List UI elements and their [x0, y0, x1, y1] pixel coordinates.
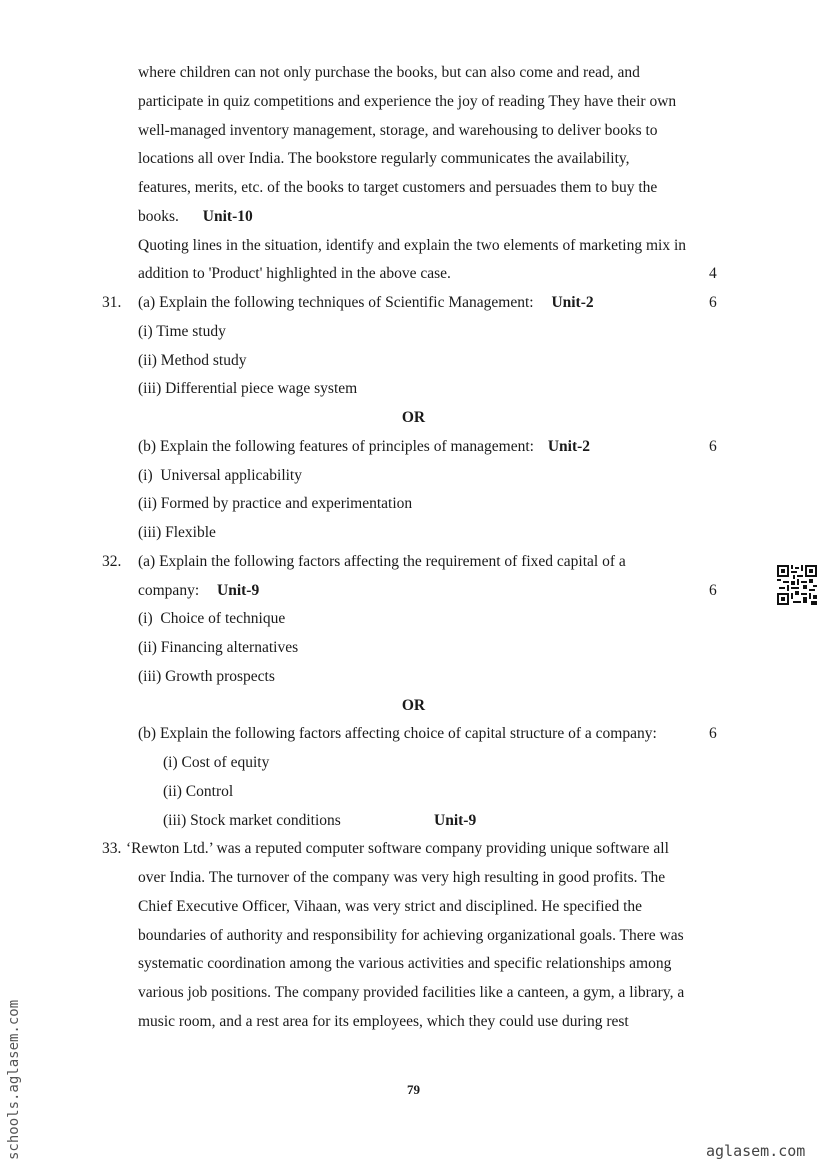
q33-text-line: various job positions. The company provided facilities like a canteen, a gym, a library, a: [138, 984, 685, 1001]
q30-last-line-text: books.: [138, 208, 179, 225]
q32-or: OR: [401, 697, 426, 714]
q31-a-text: [138, 293, 594, 313]
q30-text-line: features, merits, etc. of the books to target customers and persuades them to buy the: [138, 179, 658, 196]
q30-text-line: well-managed inventory management, storage, and warehousing to deliver books to: [138, 122, 658, 139]
q31-b-item: (i) Universal applicability: [138, 467, 302, 484]
q33-number: 33.: [102, 840, 122, 857]
q31-or: OR: [401, 409, 426, 426]
q31-a-question: (a) Explain the following techniques of Scientific Management:: [138, 294, 534, 311]
q33-text-line: music room, and a rest area for its employees, which they could use during rest: [138, 1013, 629, 1030]
qr-code-icon: [777, 565, 817, 605]
q32-a-company: company:: [138, 582, 200, 599]
q30-text-line: participate in quiz competitions and experience the joy of reading They have their own: [138, 93, 677, 110]
q32-b-item: (iii) Stock market conditions: [163, 812, 341, 829]
q31-b-text: [138, 437, 590, 457]
q31-a-item: (i) Time study: [138, 323, 226, 340]
q32-a-item: (i) Choice of technique: [138, 610, 286, 627]
q31-b-question: (b) Explain the following features of principles of management:: [138, 438, 534, 455]
q31-b-item: (ii) Formed by practice and experimentation: [138, 495, 413, 512]
q30-last-line: [138, 207, 253, 227]
q32-a-item: (iii) Growth prospects: [138, 668, 275, 685]
q31-number: 31.: [102, 294, 122, 311]
q30-unit: Unit-10: [202, 208, 253, 225]
q30-question-line: Quoting lines in the situation, identify and explain the two elements of marketing mix in: [138, 237, 686, 254]
q32-a-line: (a) Explain the following factors affecting the requirement of fixed capital of a: [138, 553, 626, 570]
watermark-right: aglasem.com: [706, 1142, 806, 1160]
q31-b-unit: Unit-2: [547, 438, 591, 455]
q31-b-marks: 6: [709, 438, 717, 455]
q31-a-unit: Unit-2: [551, 294, 594, 311]
q31-a-marks: 6: [709, 294, 717, 311]
q32-a-item: (ii) Financing alternatives: [138, 639, 299, 656]
q33-text-line: systematic coordination among the various activities and specific relationships among: [138, 955, 672, 972]
q32-b-item: (i) Cost of equity: [163, 754, 270, 771]
q30-text-line: locations all over India. The bookstore regularly communicates the availability,: [138, 150, 630, 167]
q33-text-line: over India. The turnover of the company was very high resulting in good profits. The: [138, 869, 666, 886]
q31-b-item: (iii) Flexible: [138, 524, 216, 541]
q31-a-item: (ii) Method study: [138, 352, 247, 369]
q33-first-line: ‘Rewton Ltd.’ was a reputed computer software company providing unique software all: [126, 840, 669, 857]
q30-question-line: addition to 'Product' highlighted in the above case.: [138, 265, 451, 282]
watermark-left: schools.aglasem.com: [6, 999, 22, 1160]
q31-a-item: (iii) Differential piece wage system: [138, 380, 358, 397]
q32-b-marks: 6: [709, 725, 717, 742]
q32-a-line2: [138, 581, 259, 601]
q30-marks: 4: [709, 265, 717, 282]
q30-text-line: where children can not only purchase the books, but can also come and read, and: [138, 64, 640, 81]
page-number: 79: [407, 1082, 420, 1097]
q32-a-unit: Unit-9: [217, 582, 260, 599]
q32-b-text: (b) Explain the following factors affecting choice of capital structure of a company:: [138, 725, 657, 742]
q32-a-marks: 6: [709, 582, 717, 599]
q32-b-item: (ii) Control: [163, 783, 234, 800]
q32-b-unit: Unit-9: [434, 812, 477, 829]
q33-text-line: Chief Executive Officer, Vihaan, was very strict and disciplined. He specified the: [138, 898, 643, 915]
q32-number: 32.: [102, 553, 122, 570]
q33-text-line: boundaries of authority and responsibility for achieving organizational goals. There was: [138, 927, 684, 944]
